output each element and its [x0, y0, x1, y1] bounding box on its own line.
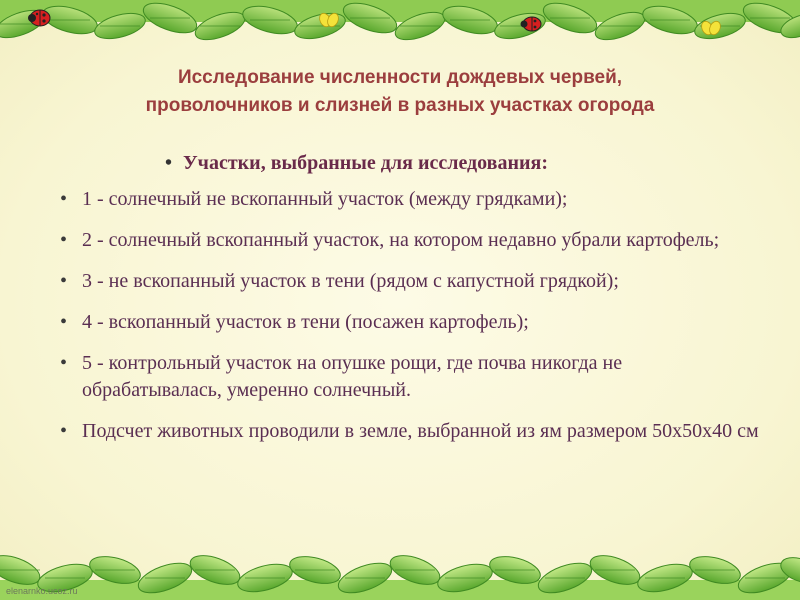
- bullet-icon: •: [60, 420, 68, 442]
- list-item-text: 4 - вскопанный участок в тени (посажен картофель);: [82, 311, 529, 333]
- list-item-text: 3 - не вскопанный участок в тени (рядом с капустной грядкой);: [82, 270, 619, 292]
- list-item-text: 2 - солнечный вскопанный участок, на котором недавно убрали картофель;: [82, 229, 720, 251]
- list-item: [60, 268, 760, 295]
- bullet-icon: •: [60, 311, 68, 333]
- list-item: [60, 186, 760, 213]
- bullet-icon: •: [60, 229, 68, 251]
- list-item: [60, 227, 760, 254]
- footer-watermark: elenarnko.ucoz.ru: [6, 586, 78, 596]
- list-item: [60, 309, 760, 336]
- title-line-2: проволочников и слизней в разных участках огорода: [145, 95, 655, 116]
- subheading: [165, 152, 548, 175]
- bullet-icon: •: [60, 270, 68, 292]
- plot-list: [60, 186, 760, 459]
- list-item-text: Подсчет животных проводили в земле, выбранной из ям размером 50x50x40 см: [82, 420, 759, 442]
- slide-title: [40, 64, 760, 120]
- list-item: [60, 350, 760, 404]
- leaf-border-top-icon: [0, 0, 800, 52]
- list-item: [60, 418, 760, 445]
- list-item-text: 1 - солнечный не вскопанный участок (между грядками);: [82, 188, 568, 210]
- subheading-text: Участки, выбранные для исследования:: [183, 152, 548, 174]
- bullet-icon: •: [60, 188, 68, 210]
- title-line-1: Исследование численности дождевых червей,: [177, 67, 623, 88]
- leaf-border-bottom-icon: [0, 540, 800, 600]
- bullet-icon: •: [60, 352, 68, 374]
- bullet-icon: •: [165, 152, 173, 174]
- list-item-text: 5 - контрольный участок на опушке рощи, где почва никогда не обрабатывалась, умеренно солнечный.: [82, 352, 623, 401]
